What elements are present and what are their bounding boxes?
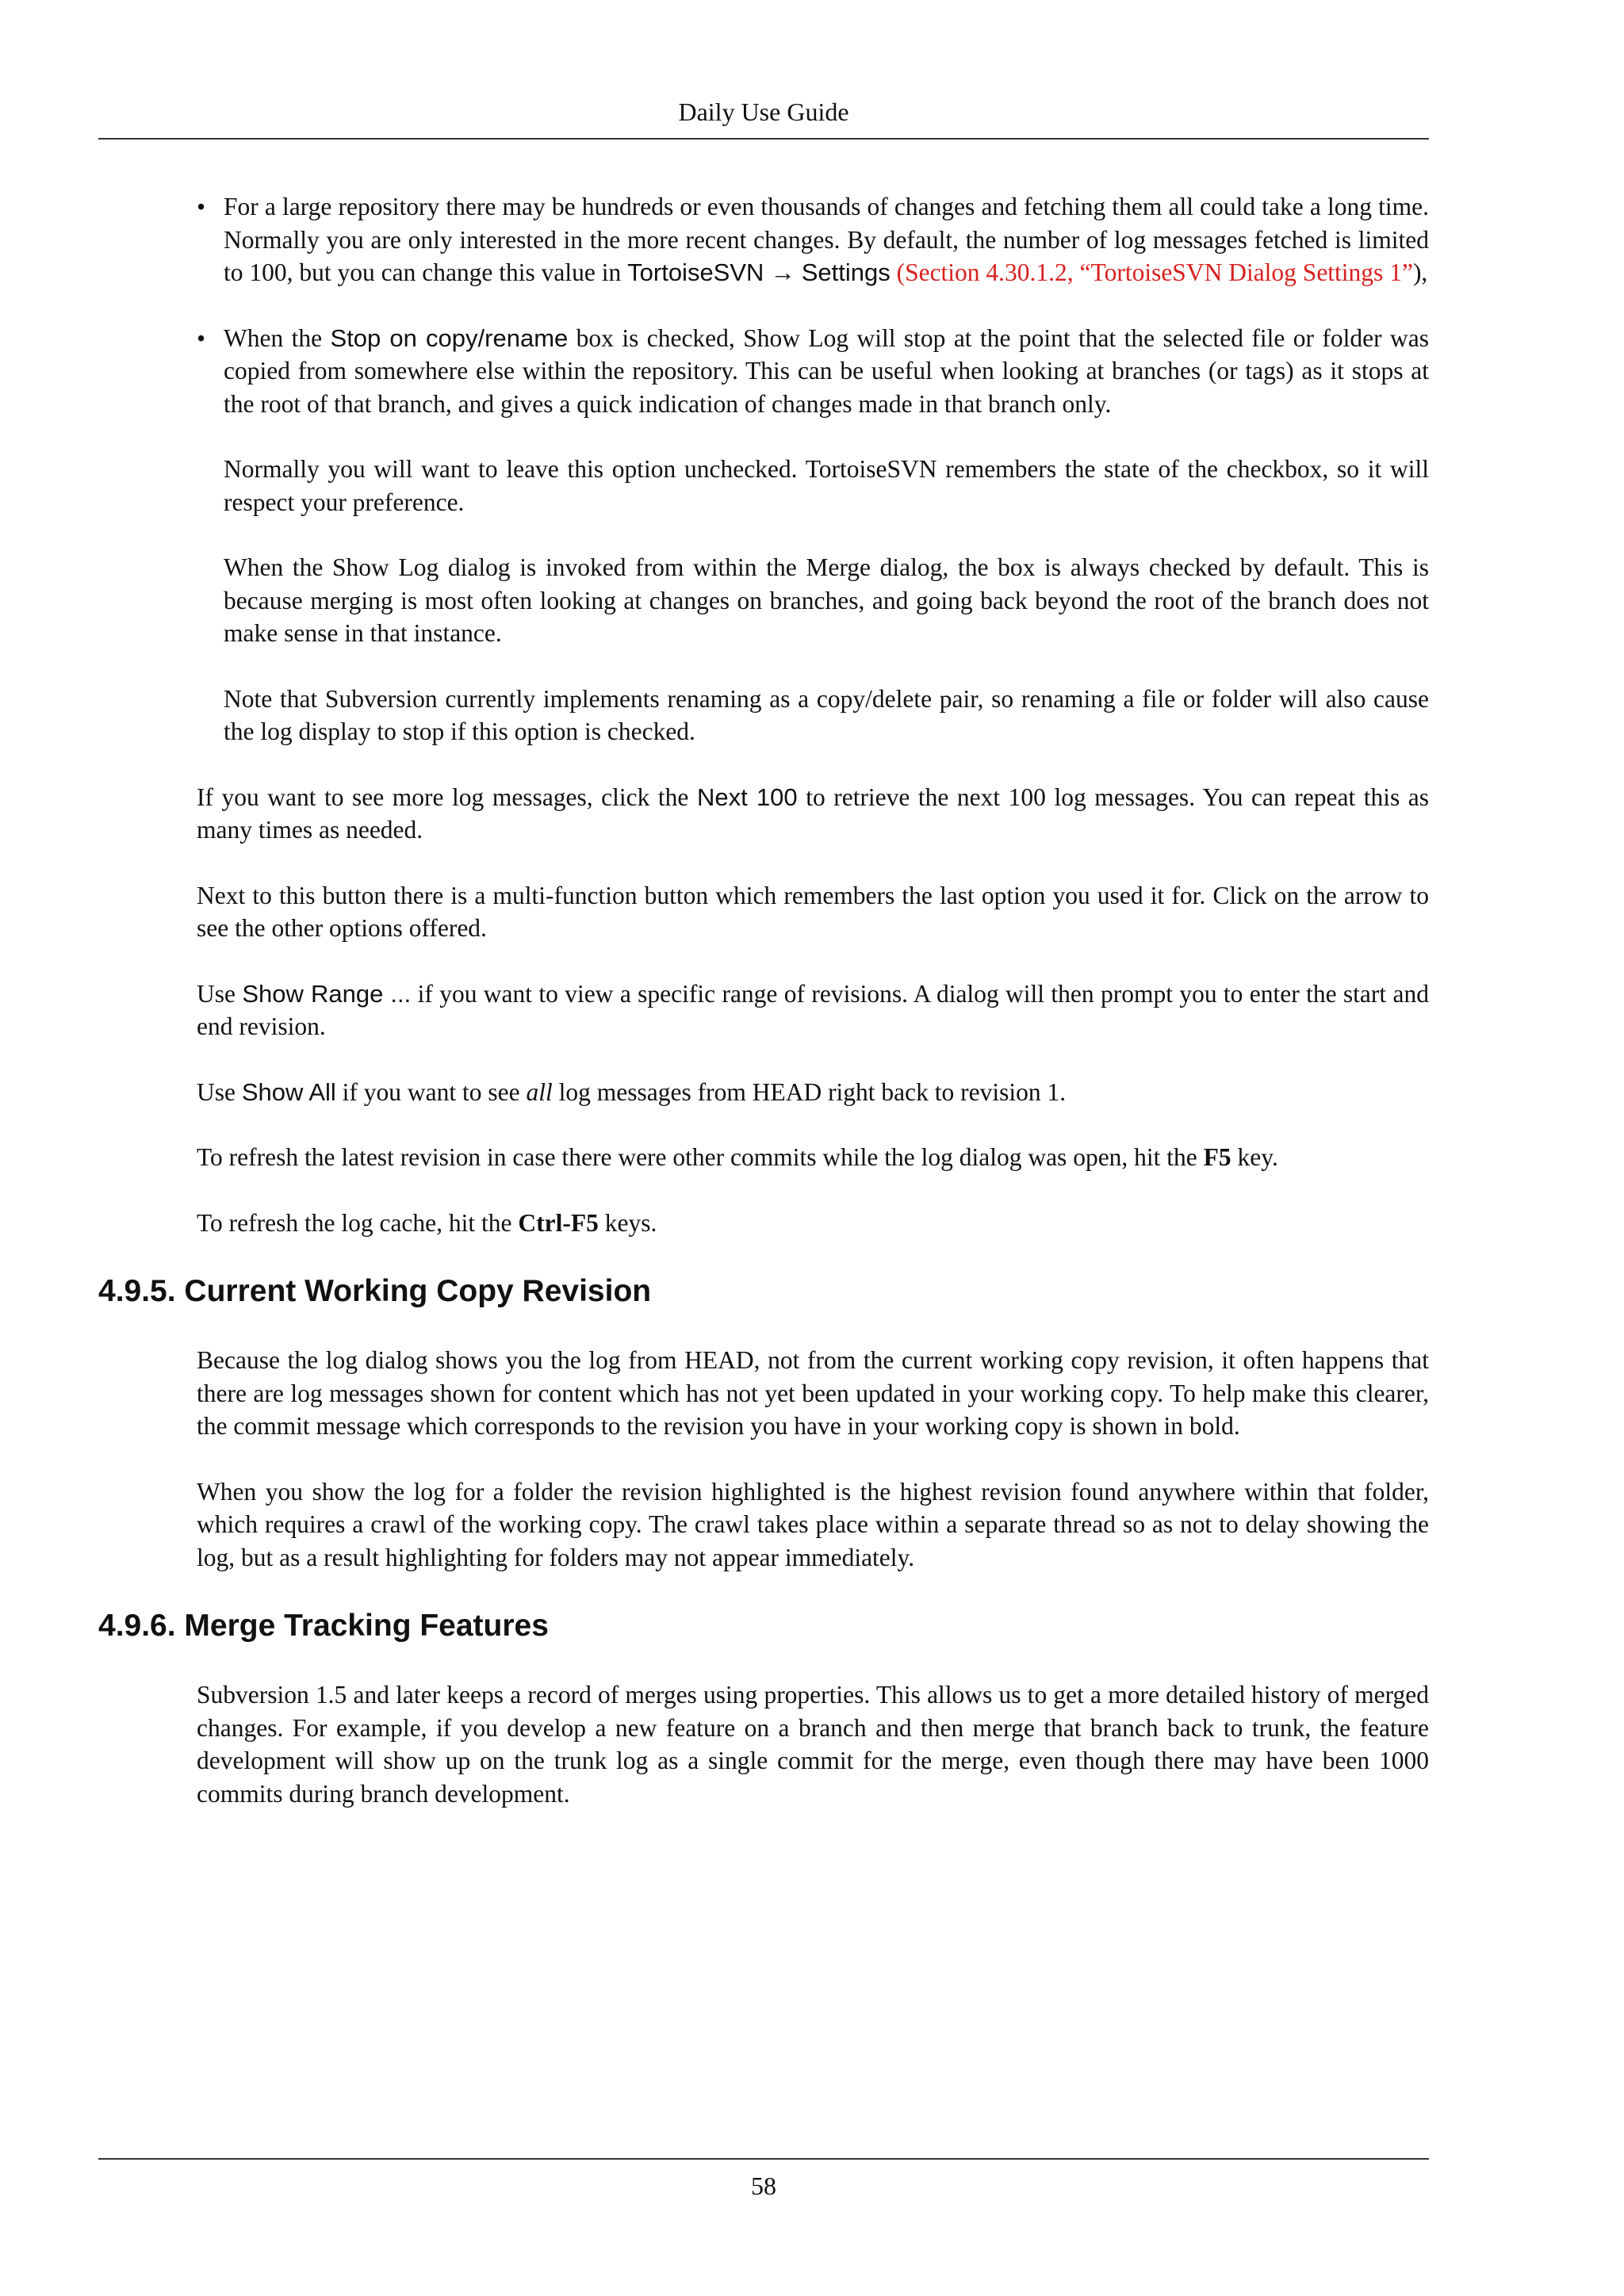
paragraph-working-copy-2: When you show the log for a folder the revision highlighted is the highest revision found anywhere within that folder, which requires a crawl of the working copy. The crawl takes place within a separate thread so as not to delay showing the log, but as a result highlighting for folders may not appear immediately. — [197, 1477, 1429, 1571]
list-item — [197, 190, 1429, 289]
bullet-list — [197, 190, 1429, 748]
menu-arrow-icon: → — [764, 258, 802, 286]
paragraph-refresh: To refresh the latest revision in case there were other commits while the log dialog was open, hit the F5 key. — [197, 1143, 1278, 1171]
paragraph-next-100: If you want to see more log messages, click the Next 100 to retrieve the next 100 log messages. You can repeat this as many times as needed. — [197, 783, 1430, 844]
gui-label-show-range: Show Range ... — [242, 979, 412, 1008]
bullet-icon: • — [197, 323, 206, 352]
bullet-paragraph: Note that Subversion currently implements renaming as a copy/delete pair, so renaming a file or folder will also cause the log display to stop if this option is checked. — [224, 684, 1429, 745]
gui-label-stop-on-copy: Stop on copy/rename — [330, 323, 569, 352]
section-link[interactable]: (Section 4.30.1.2, “TortoiseSVN Dialog Settings 1” — [896, 258, 1413, 286]
bullet-paragraph: Normally you will want to leave this option unchecked. TortoiseSVN remembers the state of the checkbox, so it will respect your preference. — [224, 455, 1429, 516]
page-number: 58 — [751, 2172, 776, 2200]
gui-label-next-100: Next 100 — [696, 783, 798, 811]
paragraph-multi-function: Next to this button there is a multi-function button which remembers the last option you used it for. Click on the arrow to see the other options offered. — [197, 881, 1429, 942]
page-footer — [98, 2158, 1429, 2204]
paragraph-working-copy-1: Because the log dialog shows you the log from HEAD, not from the current working copy revision, it often happens that there are log messages shown for content which has not yet been updated in your working copy. To help make this clearer, the commit message which corresponds to the revision you have in your working copy is shown in bold. — [197, 1346, 1429, 1440]
key-f5: F5 — [1203, 1143, 1231, 1171]
gui-label-tortoisesvn: TortoiseSVN — [627, 258, 764, 286]
key-ctrl-f5: Ctrl-F5 — [518, 1208, 599, 1237]
bullet-paragraph: When the Stop on copy/rename box is checked, Show Log will stop at the point that the selected file or folder was copied from somewhere else within the repository. This can be useful when looking at branches (or tags) as it stops at the root of that branch, and gives a quick indication of changes made in that branch only. — [224, 323, 1430, 418]
paragraph-refresh-cache: To refresh the log cache, hit the Ctrl-F5 keys. — [197, 1208, 657, 1237]
section-heading-4-9-6: 4.9.6. Merge Tracking Features — [98, 1609, 549, 1643]
paragraph-show-range: Use Show Range ... if you want to view a specific range of revisions. A dialog will then prompt you to enter the start and end revision. — [197, 979, 1429, 1040]
header-title: Daily Use Guide — [678, 98, 849, 126]
list-item — [197, 322, 1429, 748]
gui-label-settings: Settings — [801, 258, 891, 286]
gui-label-show-all: Show All — [241, 1077, 336, 1106]
section-heading-4-9-5: 4.9.5. Current Working Copy Revision — [98, 1274, 652, 1308]
running-header — [98, 92, 1429, 140]
bullet-paragraph: When the Show Log dialog is invoked from within the Merge dialog, the box is always checked by default. This is because merging is most often looking at changes on branches, and going back beyond the root of the branch does not make sense in that instance. — [224, 553, 1429, 647]
emphasis-all: all — [526, 1077, 553, 1106]
page-content — [98, 190, 1430, 1843]
bullet-icon: • — [197, 193, 206, 220]
paragraph-merge-tracking: Subversion 1.5 and later keeps a record of merges using properties. This allows us to get a more detailed history of merged changes. For example, if you develop a new feature on a branch and then merge that branch back to trunk, the feature development will show up on the trunk log as a single commit for the merge, even though there may have been 1000 commits during branch development. — [197, 1681, 1429, 1808]
paragraph-show-all: Use Show All if you want to see all log messages from HEAD right back to revision 1. — [197, 1077, 1067, 1106]
bullet-paragraph: For a large repository there may be hundreds or even thousands of changes and fetching them all could take a long time. Normally you are only interested in the more recent changes. By default, the number of log messages fetched is limited to 100, but you can change this value in TortoiseSVN → Settings (Section 4.30.1.2, “TortoiseSVN Dialog Settings 1”), — [224, 193, 1429, 286]
